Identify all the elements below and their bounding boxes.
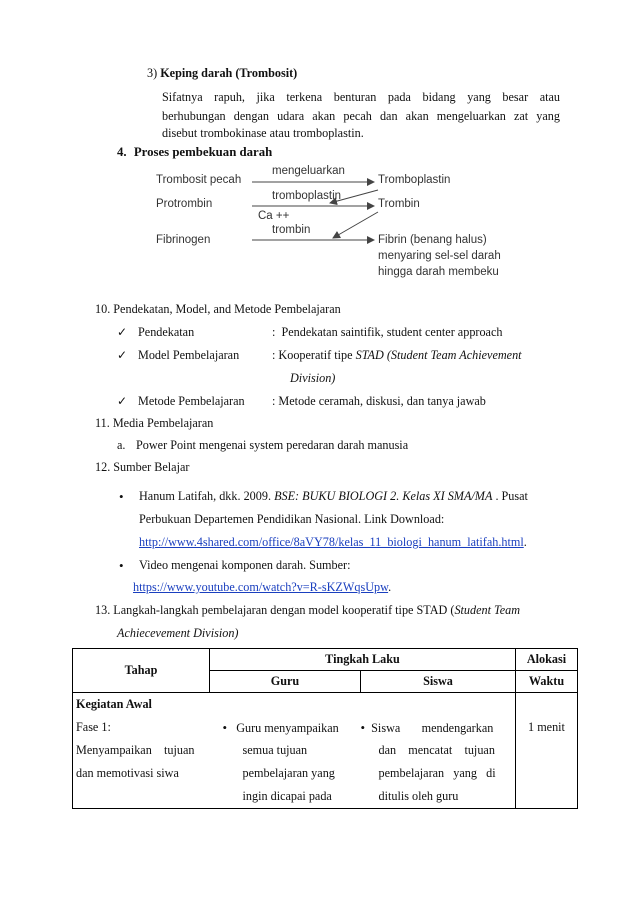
diagram-arrow-label-mengeluarkan: mengeluarkan [272, 165, 345, 177]
bullet-icon: • [360, 720, 366, 735]
s12-source1-line3 [139, 535, 527, 550]
s12-source1-link[interactable]: http://www.4shared.com/office/8aVY78/kelas_11_biologi_hanum_latifah.html [139, 535, 524, 549]
diagram-arrow-label-tromboplastin: tromboplastin [272, 190, 342, 202]
s12-source2-link[interactable]: https://www.youtube.com/watch?v=R-sKZWqsUpw [133, 580, 389, 594]
s13-title-line2: Achiecevement Division) [117, 626, 239, 640]
s10-colon: : [272, 325, 276, 339]
trombosit-line-3: disebut trombokinase atau tromboplastin. [162, 126, 364, 140]
diagram-left-fibrinogen: Fibrinogen [156, 234, 211, 246]
guru-line-4: ingin dicapai pada [242, 789, 332, 803]
siswa-line-3: pembelajaran yang di [378, 766, 496, 780]
header-waktu: Waktu [516, 671, 578, 693]
header-tahap: Tahap [73, 649, 210, 693]
section-kegiatan-awal: Kegiatan Awal [76, 697, 152, 711]
s12-source2-end: . [388, 580, 392, 594]
diagram-right-tromboplastin: Tromboplastin [378, 174, 451, 186]
s12-source1-line1 [139, 489, 528, 504]
arrow-diagonal-2 [333, 212, 378, 238]
fase-desc-2: dan memotivasi siwa [76, 766, 179, 780]
s10-title: 10. Pendekatan, Model, and Metode Pembelajaran [95, 302, 341, 316]
trombosit-line-1: Sifatnya rapuh, jika terkena benturan pada bidang yang besar atau [162, 90, 560, 104]
s13-title-italic: Student Team [454, 603, 521, 617]
s10-pendekatan-text: Pendekatan saintifik, student center approach [281, 325, 503, 339]
proses-number: 4. [117, 145, 127, 159]
row-fase-1-guru [210, 693, 361, 809]
check-icon: ✓ [117, 325, 128, 339]
s12-source1-end: . [523, 535, 527, 549]
guru-line-3: pembelajaran yang [242, 766, 335, 780]
diagram-right-fibrin: Fibrin (benang halus) [378, 234, 487, 246]
diagram-right-trombin: Trombin [378, 198, 420, 210]
guru-line-2: semua tujuan [242, 743, 308, 757]
siswa-line-1 [361, 716, 516, 739]
guru-line-1 [223, 716, 361, 739]
header-siswa: Siswa [361, 671, 516, 693]
s12-source1-line2: Perbukuan Departemen Pendidikan Nasional. Link Download: [139, 512, 445, 526]
check-icon: ✓ [117, 348, 128, 362]
s12-source2: Video mengenai komponen darah. Sumber: [139, 558, 351, 572]
row-fase-1-waktu [516, 693, 578, 809]
check-icon: ✓ [117, 394, 128, 408]
header-alokasi: Alokasi [516, 649, 578, 671]
s10-value-pendekatan [272, 325, 502, 340]
s13-title-prefix: 13. Langkah-langkah pembelajaran dengan model kooperatif tipe STAD ( [95, 603, 455, 617]
diagram-right-menyaring: menyaring sel-sel darah [378, 250, 501, 262]
waktu-value: 1 menit [528, 720, 565, 734]
guru-text-1: Guru menyampaikan [236, 721, 339, 735]
s10-model-italic: STAD (Student Team Achievement [355, 348, 522, 362]
s10-model-division: Division) [290, 371, 336, 385]
siswa-text-1: Siswa mendengarkan [371, 721, 494, 735]
s12-source1-suffix: . Pusat [495, 489, 528, 503]
s10-model-prefix: : Kooperatif tipe [272, 348, 356, 362]
trombosit-title: Keping darah (Trombosit) [160, 66, 298, 80]
diagram-right-membeku: hingga darah membeku [378, 266, 499, 278]
s13-title-line1 [95, 603, 520, 618]
fase-label: Fase 1: [76, 720, 111, 734]
trombosit-line-2: berhubungan dengan udara akan pecah dan akan mengeluarkan zat yang [162, 109, 560, 123]
proses-title: Proses pembekuan darah [133, 145, 273, 159]
learning-steps-table [72, 648, 578, 809]
s12-source2-line2 [133, 580, 391, 595]
header-guru: Guru [210, 671, 361, 693]
diagram-left-protrombin: Protrombin [156, 198, 213, 210]
bullet-icon: • [119, 489, 124, 504]
trombosit-number: 3) [147, 66, 158, 80]
diagram-left-trombosit: Trombosit pecah [156, 174, 242, 186]
s12-title: 12. Sumber Belajar [95, 460, 190, 474]
s10-label-model: Model Pembelajaran [138, 348, 240, 362]
s10-label-metode: Metode Pembelajaran [138, 394, 245, 408]
s12-source1-prefix: Hanum Latifah, dkk. 2009. [139, 489, 275, 503]
s11-item: Power Point mengenai system peredaran darah manusia [136, 438, 409, 452]
s12-source1-book: BSE: BUKU BIOLOGI 2. Kelas XI SMA/MA [274, 489, 493, 503]
s11-letter: a. [117, 438, 126, 452]
row-fase-1-siswa [361, 693, 516, 809]
diagram-arrow-label-trombin: trombin [272, 224, 311, 236]
bullet-icon: • [222, 720, 228, 735]
siswa-line-2: dan mencatat tujuan [378, 743, 495, 757]
s10-value-model [272, 348, 522, 363]
row-fase-1-tahap [73, 693, 210, 809]
header-tingkah-laku: Tingkah Laku [210, 649, 516, 671]
bullet-icon: • [119, 558, 124, 573]
fase-desc-1: Menyampaikan tujuan [76, 743, 195, 757]
s10-value-metode: : Metode ceramah, diskusi, dan tanya jawab [272, 394, 486, 408]
diagram-left-ca: Ca ++ [258, 210, 290, 222]
s10-label-pendekatan: Pendekatan [138, 325, 195, 339]
siswa-line-4: ditulis oleh guru [378, 789, 459, 803]
s11-title: 11. Media Pembelajaran [95, 416, 214, 430]
